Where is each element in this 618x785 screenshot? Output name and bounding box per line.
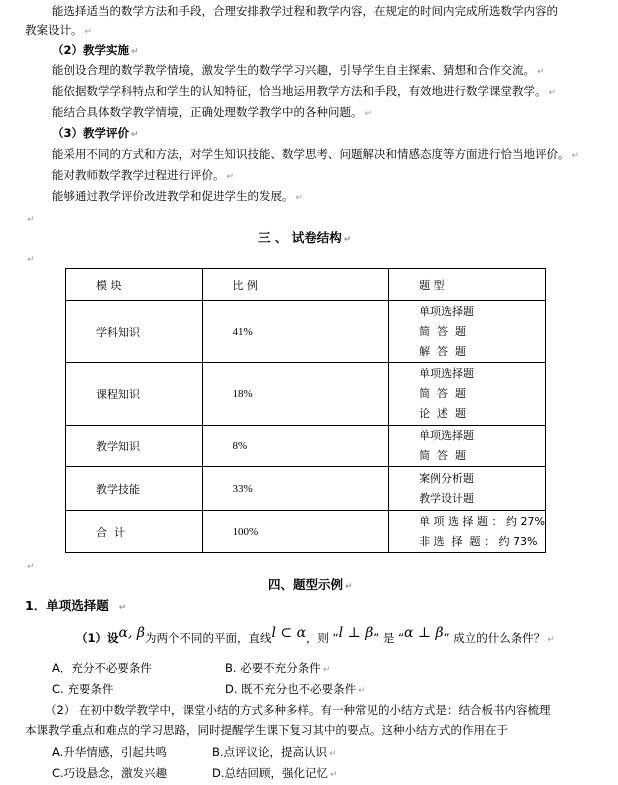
header-cell-ratio	[202, 269, 389, 301]
empty-paragraph	[25, 557, 35, 575]
option-b	[225, 660, 330, 678]
paragraph	[52, 104, 372, 122]
paragraph-text: 能依据数学学科特点和学生的认知特征，恰当地运用教学方法和手段，有效地进行数学课堂教学。	[52, 84, 547, 98]
paragraph-mark-icon: ↵	[547, 635, 555, 645]
paragraph-mark-icon: ↵	[27, 562, 35, 572]
paragraph-mark-icon: ↵	[537, 67, 545, 77]
question-type: 单项选择题	[419, 367, 475, 380]
module-cell: 合 计	[66, 511, 203, 553]
subheading-text: （3）教学评价	[52, 126, 130, 140]
paragraph-mark-icon: ↵	[345, 582, 353, 592]
section-title-text: 四、题型示例	[268, 577, 344, 592]
table-total-row	[66, 511, 546, 553]
types-cell	[389, 467, 546, 511]
option-d	[212, 765, 338, 783]
question-text: 为两个不同的平面，直线	[144, 631, 272, 645]
module-cell: 教学技能	[66, 467, 203, 511]
paragraph	[52, 188, 303, 206]
ratio-cell: 41%	[202, 301, 389, 363]
question-type: 论 述 题	[419, 407, 467, 420]
types-cell	[389, 301, 546, 363]
paragraph-mark-icon: ↵	[27, 255, 35, 265]
header-text: 比 例	[232, 278, 259, 292]
paragraph-mark-icon: ↵	[27, 215, 35, 225]
question-text: ” 成立的什么条件？	[443, 631, 546, 645]
option-text: B.点评议论，提高认识	[212, 745, 328, 759]
paragraph-mark-icon: ↵	[84, 27, 93, 37]
question-type: 简 答 题	[419, 387, 467, 400]
section-title-question-examples	[268, 577, 353, 595]
paragraph-mark-icon: ↵	[330, 770, 338, 780]
empty-paragraph	[25, 210, 35, 228]
paragraph	[52, 146, 579, 164]
question-type: 单项选择题	[419, 304, 475, 318]
subheading-teaching-evaluation	[52, 125, 139, 143]
math-expression: l ⊂ α	[271, 625, 307, 641]
table-row	[66, 426, 546, 467]
question-type-share: 非 选 择 题 ： 约 73%	[419, 534, 538, 548]
question-type: 解 答 题	[419, 344, 467, 358]
header-cell-question-type	[389, 269, 546, 301]
paragraph-mark-icon: ↵	[343, 235, 352, 245]
module-cell: 教学知识	[66, 426, 203, 467]
module-cell: 学科知识	[66, 301, 203, 363]
paragraph	[25, 22, 92, 40]
table-row	[66, 363, 546, 426]
paragraph-text: 能对教师数学教学过程进行评价。	[52, 168, 225, 182]
paragraph-mark-icon: ↵	[571, 151, 580, 161]
paragraph-mark-icon: ↵	[131, 130, 139, 140]
math-expression: α ⊥ β	[404, 625, 444, 641]
question-type: 单项选择题	[419, 429, 475, 442]
paragraph-mark-icon: ↵	[295, 193, 304, 203]
question-type: 教学设计题	[419, 491, 475, 505]
math-expression: α, β	[118, 625, 145, 641]
table-header-row	[66, 269, 546, 301]
paragraph-mark-icon: ↵	[131, 47, 139, 57]
paragraph-text: 能采用不同的方式和方法，对学生知识技能、数学思考、问题解决和情感态度等方面进行恰当地评价。	[52, 147, 570, 161]
question-text: ” 是 “	[373, 631, 405, 645]
paragraph-mark-icon: ↵	[358, 686, 366, 696]
table-row	[66, 467, 546, 511]
paragraph-mark-icon: ↵	[364, 109, 373, 119]
option-text: D. 既不充分也不必要条件	[225, 682, 357, 696]
paragraph-text: 能选择适当的数学方法和手段，合理安排教学过程和教学内容，在规定的时间内完成所选数学内容的	[52, 4, 558, 18]
ratio-cell: 18%	[202, 363, 389, 426]
header-cell-module	[66, 269, 203, 301]
paragraph-mark-icon: ↵	[548, 88, 557, 98]
paragraph-text: 教案设计。	[25, 23, 83, 37]
question-number: （1）设	[76, 631, 119, 645]
types-cell	[389, 511, 546, 553]
paragraph	[52, 62, 545, 80]
question-1	[76, 625, 555, 648]
module-cell: 课程知识	[66, 363, 203, 426]
subheading-text: （2）教学实施	[52, 43, 130, 57]
ratio-cell: 8%	[202, 426, 389, 467]
paragraph-mark-icon: ↵	[226, 172, 235, 182]
ratio-cell: 100%	[202, 511, 389, 553]
subtitle-text: 1．单项选择题	[25, 598, 109, 613]
subtitle-single-choice	[25, 598, 126, 616]
header-text: 模 块	[96, 278, 122, 292]
question-type: 简 答 题	[419, 324, 467, 338]
exam-structure-table	[65, 268, 546, 553]
question-type: 简 答 题	[419, 449, 467, 462]
table-row	[66, 301, 546, 363]
option-text: B. 必要不充分条件	[225, 661, 321, 675]
types-cell	[389, 363, 546, 426]
option-text: D.总结回顾，强化记忆	[212, 766, 329, 780]
option-b	[212, 744, 337, 762]
header-text: 题 型	[419, 278, 445, 292]
types-cell	[389, 426, 546, 467]
math-expression: l ⊥ β	[338, 625, 374, 641]
option-d	[225, 681, 366, 699]
option-c: C. 充要条件	[52, 682, 114, 696]
empty-paragraph	[25, 250, 35, 268]
paragraph	[52, 3, 558, 19]
paragraph-text: 能结合具体数学教学情境，正确处理数学教学中的各种问题。	[52, 105, 363, 119]
paragraph	[52, 83, 556, 101]
ratio-cell: 33%	[202, 467, 389, 511]
paragraph	[52, 167, 234, 185]
question-type-share: 单 项 选 择 题 ： 约 27%	[419, 514, 545, 528]
paragraph-mark-icon: ↵	[118, 603, 127, 613]
paragraph-text: 能创设合理的数学教学情境，激发学生的数学学习兴趣，引导学生自主探索、猜想和合作交流。	[52, 63, 535, 77]
paragraph-mark-icon: ↵	[329, 749, 337, 759]
subheading-teaching-implementation	[52, 42, 139, 60]
question-text: ，则 “	[306, 631, 339, 645]
question-type: 案例分析题	[419, 471, 475, 485]
option-c: C.巧设悬念，激发兴趣	[52, 766, 168, 780]
paragraph-mark-icon: ↵	[322, 665, 331, 675]
section-title-text: 三 、 试卷结构	[258, 230, 342, 245]
option-a: A.升华情感，引起共鸣	[52, 745, 167, 759]
option-a: A．充分不必要条件	[52, 661, 152, 675]
question-2-line-1: （2） 在初中数学教学中，课堂小结的方式多种多样。有一种常见的小结方式是：结合板书内容梳理	[45, 703, 551, 717]
section-title-exam-structure	[258, 230, 351, 248]
paragraph-text: 能够通过教学评价改进教学和促进学生的发展。	[52, 189, 294, 203]
question-2-line-2: 本课教学重点和难点的学习思路，同时提醒学生课下复习其中的要点。这种小结方式的作用在于	[25, 723, 508, 737]
